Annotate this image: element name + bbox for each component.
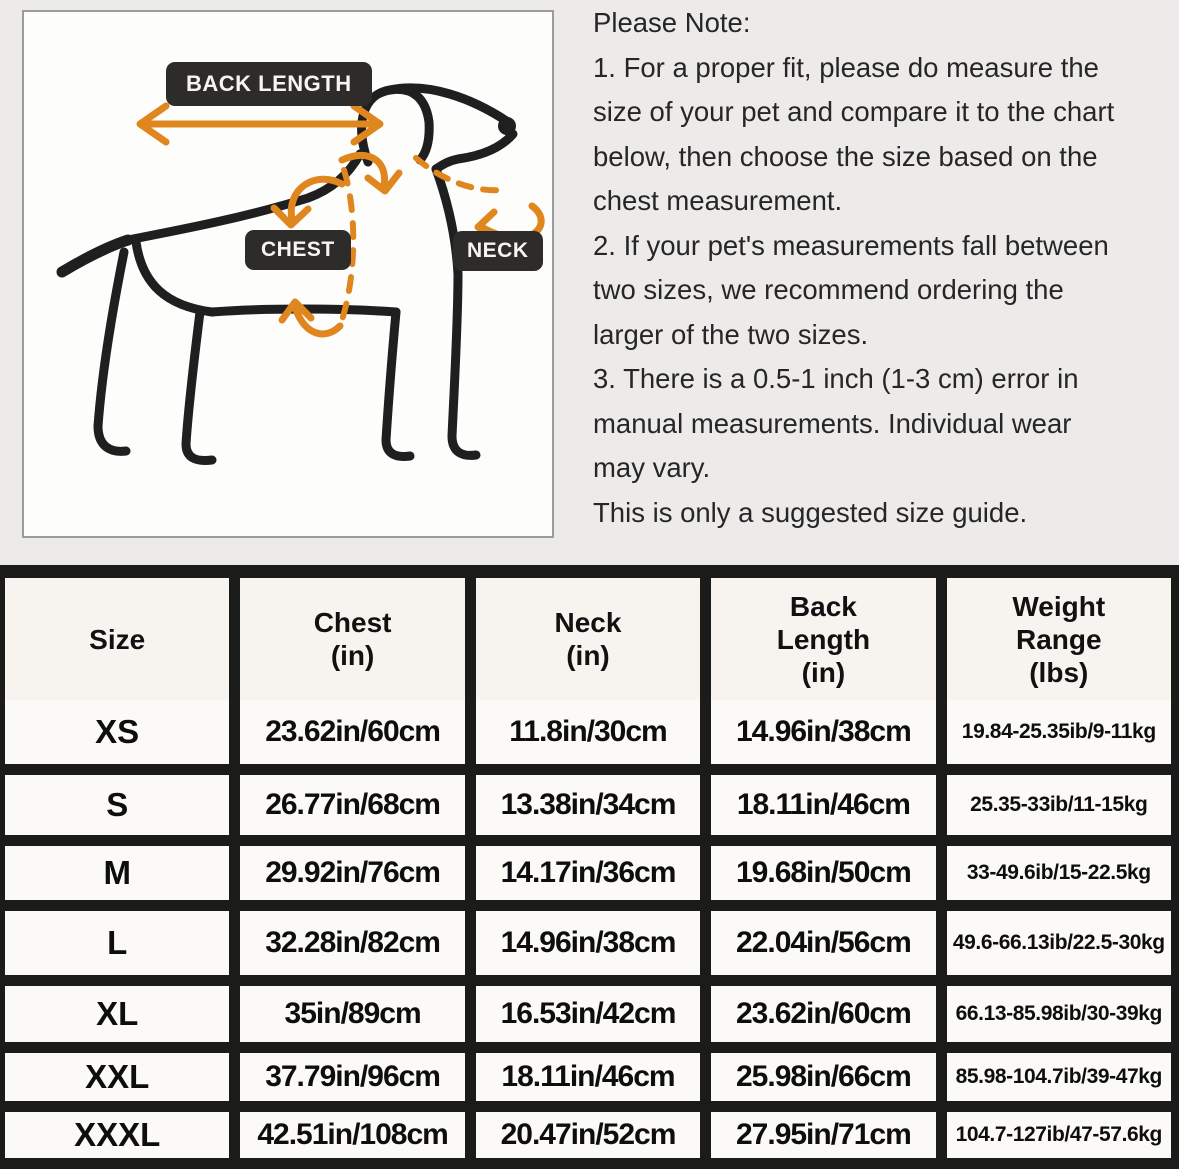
note-line: 1. For a proper fit, please do measure the	[593, 51, 1099, 83]
cell-back-length: 19.68in/50cm	[711, 846, 935, 900]
size-chart-table	[0, 565, 1179, 1169]
dog-front-leg-near	[436, 169, 476, 455]
cell-neck: 14.96in/38cm	[476, 911, 700, 975]
note-line: may vary.	[593, 452, 711, 483]
cell-size: L	[5, 911, 229, 975]
cell-size: XXL	[5, 1053, 229, 1101]
chest-label: CHEST	[245, 230, 351, 270]
notes-block	[593, 1, 1175, 535]
header-line: (lbs)	[1029, 656, 1089, 688]
dog-outline	[62, 88, 513, 461]
cell-weight: 104.7-127ib/47-57.6kg	[947, 1112, 1171, 1158]
note-line: manual measurements. Individual wear	[593, 407, 1072, 439]
header-neck	[476, 578, 700, 700]
cell-back-length: 14.96in/38cm	[735, 715, 911, 748]
header-size	[5, 578, 229, 700]
measurement-arrows	[140, 106, 541, 334]
note-line: 2. If your pet's measurements fall between	[593, 229, 1109, 261]
notes-title: Please Note:	[593, 7, 751, 38]
cell-neck: 20.47in/52cm	[476, 1112, 700, 1158]
cell-back-length: 18.11in/46cm	[711, 775, 935, 835]
note-line: two sizes, we recommend ordering the	[593, 274, 1064, 305]
cell-chest: 35in/89cm	[240, 986, 464, 1042]
cell-weight: 19.84-25.35ib/9-11kg	[961, 720, 1156, 743]
dog-nose	[498, 117, 516, 135]
header-line: Chest	[313, 607, 392, 638]
cell-chest: 26.77in/68cm	[240, 775, 464, 835]
header-line: (in)	[566, 640, 610, 671]
neck-label: NECK	[453, 231, 543, 271]
note-line: size of your pet and compare it to the chart	[593, 96, 1115, 127]
cell-back-neck: 11.8in/30cm	[509, 715, 667, 748]
cell-back-length: 25.98in/66cm	[711, 1053, 935, 1101]
header-line: Neck	[554, 607, 622, 638]
cell-weight: 33-49.6ib/15-22.5kg	[947, 846, 1171, 900]
dog-muzzle	[436, 134, 513, 169]
cell-weight: 66.13-85.98ib/30-39kg	[947, 986, 1171, 1042]
cell-weight: 49.6-66.13ib/22.5-30kg	[947, 911, 1171, 975]
cell-size: XS	[95, 713, 140, 750]
column-chest	[240, 578, 464, 764]
cell-weight: 85.98-104.7ib/39-47kg	[947, 1053, 1171, 1101]
note-line: below, then choose the size based on the	[593, 140, 1098, 172]
cell-chest: 23.62in/60cm	[265, 715, 440, 748]
note-line: chest measurement.	[593, 185, 843, 216]
note-line: larger of the two sizes.	[593, 318, 869, 350]
back-length-label: BACK LENGTH	[166, 62, 372, 106]
dog-rear-leg-near	[186, 312, 212, 460]
cell-neck: 18.11in/46cm	[476, 1053, 700, 1101]
column-weight	[947, 578, 1171, 764]
column-back-length	[711, 578, 935, 764]
column-size	[5, 578, 229, 764]
cell-back-length: 27.95in/71cm	[711, 1112, 935, 1158]
cell-weight: 25.35-33ib/11-15kg	[947, 775, 1171, 835]
header-line: (in)	[330, 640, 375, 671]
measurement-diagram	[22, 10, 554, 538]
dog-front-leg-far	[386, 312, 410, 456]
dog-back	[128, 154, 360, 240]
cell-chest: 32.28in/82cm	[240, 911, 464, 975]
header-line: Back	[789, 590, 857, 622]
cell-neck: 13.38in/34cm	[476, 775, 700, 835]
column-neck	[476, 578, 700, 764]
header-back-length	[711, 578, 935, 700]
header-chest	[240, 578, 464, 700]
dog-thigh	[136, 242, 212, 312]
cell-size: XL	[5, 986, 229, 1042]
header-line: Range	[1016, 623, 1102, 655]
dog-rear-leg-far	[98, 252, 126, 451]
cell-chest: 37.79in/96cm	[240, 1053, 464, 1101]
note-line: This is only a suggested size guide.	[593, 496, 1028, 528]
cell-neck: 14.17in/36cm	[476, 846, 700, 900]
cell-back-length: 23.62in/60cm	[711, 986, 935, 1042]
header-line: Weight	[1012, 590, 1106, 622]
cell-size: S	[5, 775, 229, 835]
cell-back-length: 22.04in/56cm	[711, 911, 935, 975]
header-weight	[947, 578, 1171, 700]
cell-size: M	[5, 846, 229, 900]
header-line: (in)	[801, 656, 846, 688]
back-length-arrow-icon	[140, 106, 380, 142]
note-line: 3. There is a 0.5-1 inch (1-3 cm) error in	[593, 363, 1079, 394]
header-line: Length	[776, 623, 871, 655]
header-line: Size	[89, 623, 146, 655]
cell-size: XXXL	[5, 1112, 229, 1158]
cell-neck: 16.53in/42cm	[476, 986, 700, 1042]
cell-chest: 29.92in/76cm	[240, 846, 464, 900]
cell-chest: 42.51in/108cm	[240, 1112, 464, 1158]
